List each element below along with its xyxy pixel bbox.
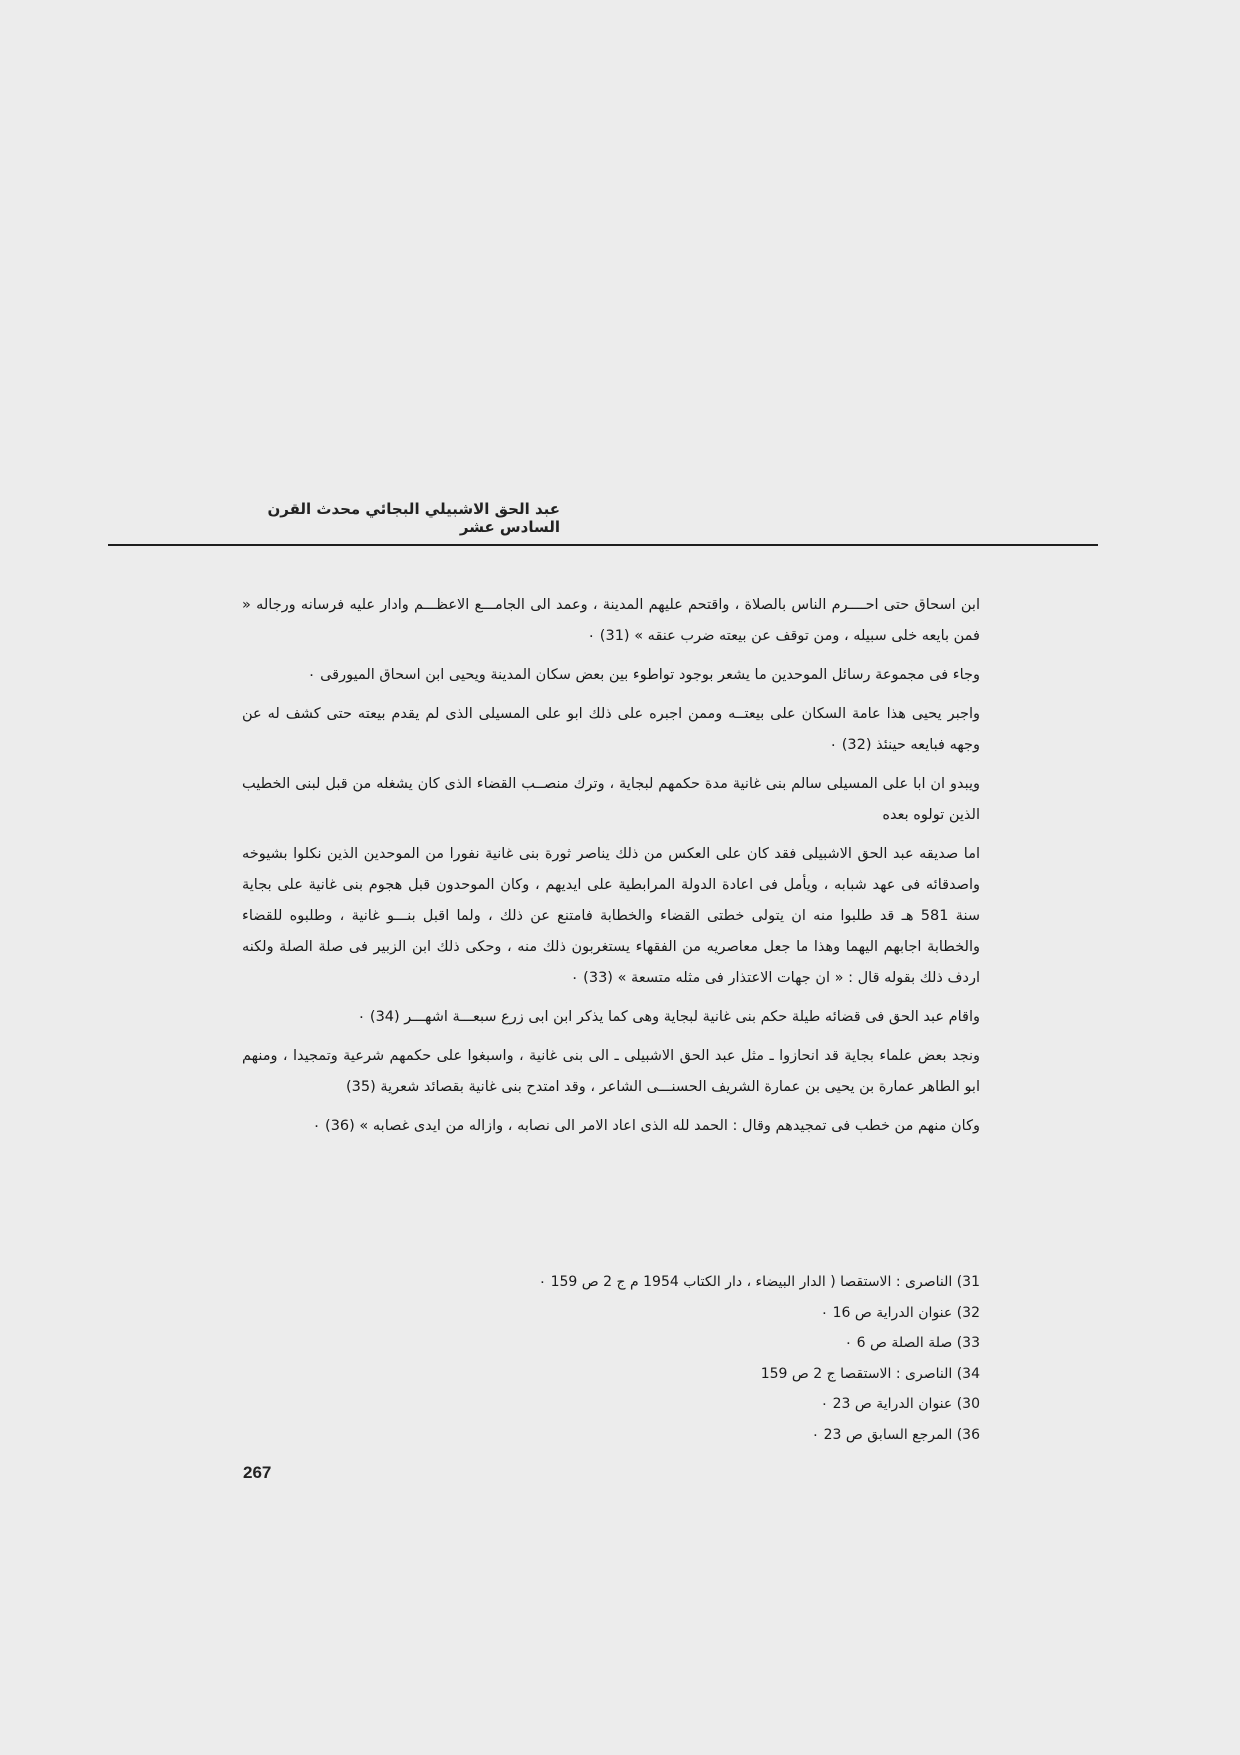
paragraph: اما صديقه عبد الحق الاشبيلى فقد كان على العكس من ذلك يناصر ثورة بنى غانية نفورا من الموحدين الذين نكلوا بشيوخه واصدقائه فى عهد شبابه ، ويأمل فى اعادة الدولة المرابطية على ايديهم ، وكان الموحدون قبل هجوم بنى غانية على بجاية سنة 581 هـ قد طلبوا منه ان يتولى خطتى القضاء والخطابة فامتنع عن ذلك ، ولما اقبل بنـــو غانية ، وطلبوه للقضاء والخطابة اجابهم اليهما وهذا ما جعل معاصريه من الفقهاء يستغربون ذلك منه ، وحكى ذلك ابن الزبير فى صلة الصلة ولكنه اردف ذلك بقوله قال : « ان جهات الاعتذار فى مثله متسعة » (33) ٠ <box>242 846 980 986</box>
header-rule <box>108 544 1098 546</box>
running-header: عبد الحق الاشبيلي البجائي محدث القرن السادس عشر <box>267 500 560 536</box>
paragraph: وجاء فى مجموعة رسائل الموحدين ما يشعر بوجود تواطوء بين بعض سكان المدينة ويحيى ابن اسحاق الميورقى ٠ <box>307 667 980 683</box>
footnote: 33) صلة الصلة ص 6 ٠ <box>844 1335 980 1351</box>
body-text <box>242 590 980 1150</box>
footnotes <box>330 1267 980 1450</box>
footnote: 30) عنوان الدراية ص 23 ٠ <box>820 1396 980 1412</box>
paragraph: ونجد بعض علماء بجاية قد انحازوا ـ مثل عبد الحق الاشبيلى ـ الى بنى غانية ، واسبغوا على حكمهم شرعية وتمجيدا ، ومنهم ابو الطاهر عمارة بن يحيى بن عمارة الشريف الحسنـــى الشاعر ، وقد امتدح بنى غانية بقصائد شعرية (35) <box>242 1048 980 1095</box>
footnote: 34) الناصرى : الاستقصا ج 2 ص 159 <box>760 1365 980 1382</box>
paragraph: ابن اسحاق حتى احــــرم الناس بالصلاة ، واقتحم عليهم المدينة ، وعمد الى الجامـــع الاعظـــم وادار عليه فرسانه ورجاله « فمن بايعه خلى سبيله ، ومن توقف عن بيعته ضرب عنقه » (31) ٠ <box>242 597 980 644</box>
page-number: 267 <box>243 1463 272 1482</box>
paragraph: ويبدو ان ابا على المسيلى سالم بنى غانية مدة حكمهم لبجاية ، وترك منصــب القضاء الذى كان يشغله من قبل لبنى الخطيب الذين تولوه بعده <box>242 776 980 823</box>
paragraph: واجبر يحيى هذا عامة السكان على بيعتــه وممن اجبره على ذلك ابو على المسيلى الذى لم يقدم بيعته حتى كشف له عن وجهه فبايعه حينئذ (32) ٠ <box>242 706 980 753</box>
footnote: 31) الناصرى : الاستقصا ( الدار البيضاء ، دار الكتاب 1954 م ج 2 ص 159 ٠ <box>538 1274 980 1290</box>
footnote: 32) عنوان الدراية ص 16 ٠ <box>820 1304 980 1321</box>
paragraph: وكان منهم من خطب فى تمجيدهم وقال : الحمد لله الذى اعاد الامر الى نصابه ، وازاله من ايدى غصابه » (36) ٠ <box>312 1118 980 1134</box>
paragraph: واقام عبد الحق فى قضائه طيلة حكم بنى غانية لبجاية وهى كما يذكر ابن ابى زرع سبعـــة اشهـــر (34) ٠ <box>357 1009 980 1025</box>
footnote: 36) المرجع السابق ص 23 ٠ <box>811 1426 980 1443</box>
